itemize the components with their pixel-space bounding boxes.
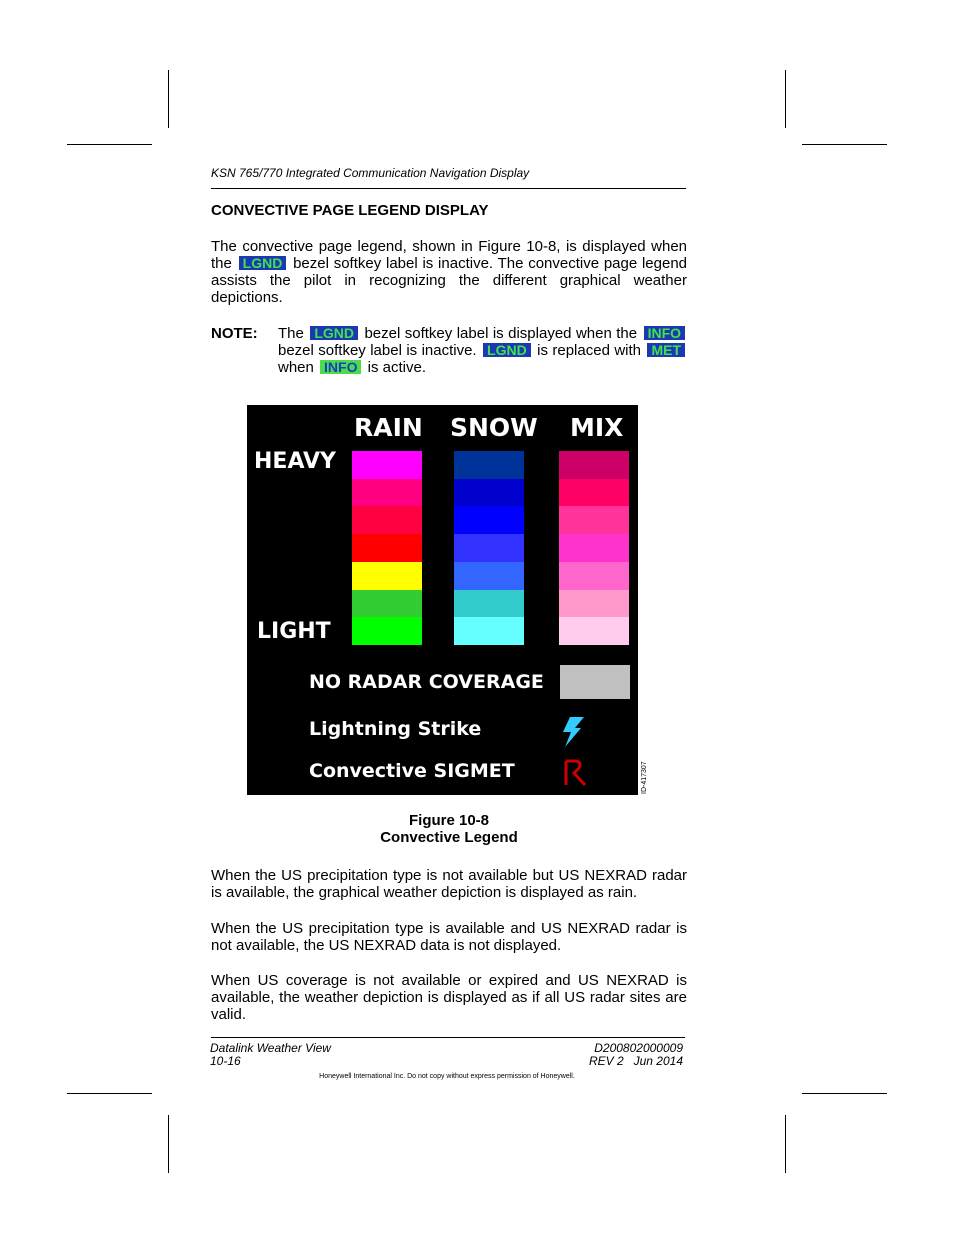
header-rule: [211, 188, 686, 189]
caption-number: Figure 10-8: [408, 812, 490, 829]
text-line: is available, the graphical weather depiction is displayed as rain.: [211, 884, 638, 901]
lightning-strike-label: Lightning Strike: [309, 718, 482, 740]
rain-swatch: [352, 534, 422, 562]
text-line: when INFO is active.: [278, 359, 427, 376]
lgnd-softkey-label: LGND: [483, 343, 531, 357]
met-softkey-label: MET: [647, 343, 685, 357]
mix-swatch: [559, 451, 629, 479]
snow-swatch: [454, 534, 524, 562]
rain-swatch: [352, 479, 422, 507]
note-label: NOTE:: [211, 325, 258, 342]
text-line: When the US precipitation type is available and US NEXRAD radar is: [211, 920, 687, 937]
footer-document-number: D200802000009: [594, 1041, 683, 1055]
text-line: depictions.: [211, 289, 283, 306]
caption-title: Convective Legend: [380, 829, 518, 846]
copyright-notice: Honeywell International Inc. Do not copy without express permission of Honeywell.: [319, 1073, 575, 1080]
snow-swatch: [454, 562, 524, 590]
text-line: assists the pilot in recognizing the different graphical weather: [211, 272, 687, 289]
crop-mark: [67, 144, 152, 145]
rain-swatch: [352, 506, 422, 534]
column-header-mix: MIX: [570, 413, 624, 442]
info-softkey-label: INFO: [644, 326, 685, 340]
column-header-rain: RAIN: [354, 413, 423, 442]
mix-swatch: [559, 617, 629, 645]
section-title: CONVECTIVE PAGE LEGEND DISPLAY: [211, 202, 489, 219]
text-line: the LGND bezel softkey label is inactive. The convective page legend: [211, 255, 688, 272]
row-label-heavy: HEAVY: [254, 449, 336, 474]
text-line: When the US precipitation type is not available but US NEXRAD radar: [211, 867, 687, 884]
lgnd-softkey-label: LGND: [239, 256, 287, 270]
intro-paragraph: [211, 238, 687, 306]
snow-swatch: [454, 617, 524, 645]
no-radar-coverage-label: NO RADAR COVERAGE: [309, 671, 544, 693]
crop-mark: [802, 144, 887, 145]
text-line: The convective page legend, shown in Figure 10-8, is displayed when: [211, 238, 687, 255]
footer-chapter: Datalink Weather View: [210, 1041, 331, 1055]
paragraph-rain-default: [211, 867, 687, 901]
text-line: valid.: [211, 1006, 247, 1023]
crop-mark: [785, 70, 786, 128]
lightning-bolt-icon: [561, 717, 585, 747]
text-line: The LGND bezel softkey label is displayed when the INFO: [278, 325, 687, 342]
footer-rule: [211, 1037, 685, 1038]
crop-mark: [67, 1093, 152, 1094]
crop-mark: [168, 70, 169, 128]
note-body: [278, 325, 687, 376]
text-line: When US coverage is not available or expired and US NEXRAD is: [211, 972, 687, 989]
footer-page-number: 10-16: [210, 1054, 241, 1068]
convective-sigmet-icon: [563, 759, 589, 787]
running-header: KSN 765/770 Integrated Communication Navigation Display: [211, 166, 530, 180]
rain-swatch: [352, 590, 422, 618]
figure-caption: [211, 812, 687, 846]
snow-swatch: [454, 506, 524, 534]
snow-swatch: [454, 479, 524, 507]
crop-mark: [802, 1093, 887, 1094]
column-header-snow: SNOW: [450, 413, 538, 442]
mix-swatch: [559, 562, 629, 590]
lgnd-softkey-label: LGND: [310, 326, 358, 340]
crop-mark: [785, 1115, 786, 1173]
info-softkey-label-active: INFO: [320, 360, 361, 374]
footer-revision: REV 2 Jun 2014: [588, 1054, 683, 1068]
paragraph-nexrad-unavailable: [211, 920, 687, 954]
row-label-light: LIGHT: [257, 619, 331, 644]
snow-swatch: [454, 590, 524, 618]
paragraph-coverage-expired: [211, 972, 687, 1023]
no-radar-coverage-swatch: [560, 665, 630, 699]
mix-swatch: [559, 506, 629, 534]
text-line: not available, the US NEXRAD data is not displayed.: [211, 937, 562, 954]
rain-swatch: [352, 562, 422, 590]
crop-mark: [168, 1115, 169, 1173]
convective-legend-figure: [247, 405, 638, 795]
rain-swatch: [352, 617, 422, 645]
convective-sigmet-label: Convective SIGMET: [309, 760, 515, 782]
snow-swatch: [454, 451, 524, 479]
rain-swatch: [352, 451, 422, 479]
mix-swatch: [559, 590, 629, 618]
text-line: bezel softkey label is inactive. LGND is replaced with MET: [278, 342, 687, 359]
mix-swatch: [559, 479, 629, 507]
text-line: available, the weather depiction is displayed as if all US radar sites are: [211, 989, 687, 1006]
svg-text:ID-417307: ID-417307: [641, 761, 648, 794]
figure-id-label: [640, 758, 648, 794]
mix-swatch: [559, 534, 629, 562]
